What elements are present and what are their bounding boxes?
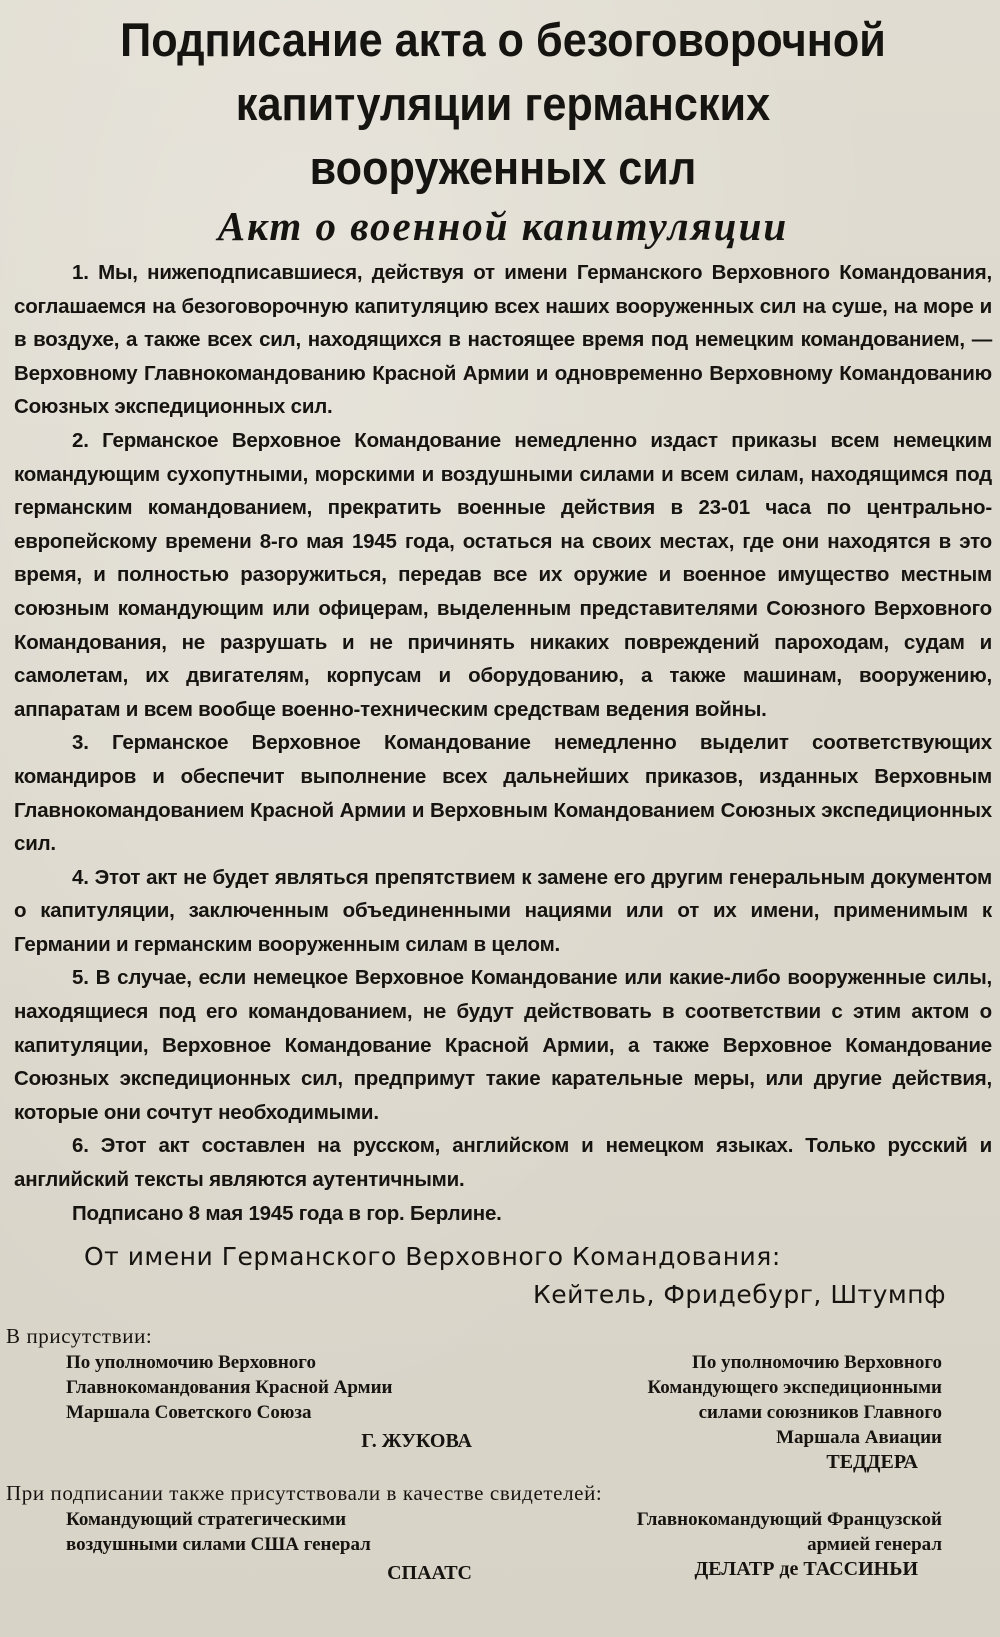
- witness-right-rank: Главнокомандующий Французской армией генерал: [636, 1509, 942, 1556]
- presence-left-rank: По уполномочию Верховного Главнокомандования Красной Армии Маршала Советского Союза: [66, 1352, 393, 1424]
- article-6: 6. Этот акт составлен на русском, английском и немецком языках. Только русский и английский тексты являются аутентичными.: [14, 1134, 992, 1192]
- article-1: 1. Мы, нижеподписавшиеся, действуя от имени Германского Верховного Командования, соглашаемся на безоговорочную капитуляцию всех наших вооруженных сил на суше, на море и в воздухе, а также всех сил, находящихся в настоящее время под немецким командованием, — Верховному Главнокомандованию Красной Армии и одновременно Верховному Командованию Союзных экспедиционных сил.: [14, 261, 992, 419]
- german-signatories: Кейтель, Фридебург, Штумпф: [532, 1280, 946, 1310]
- presence-right-name: ТЕДДЕРА: [826, 1451, 918, 1474]
- presence-left-name: Г. ЖУКОВА: [361, 1430, 472, 1453]
- witness-columns: [14, 1507, 992, 1586]
- witness-left-rank: Командующий стратегическими воздушными силами США генерал: [66, 1509, 371, 1556]
- witness-left: [66, 1507, 506, 1586]
- presence-right: [542, 1350, 942, 1475]
- witnesses-heading: При подписании также присутствовали в качестве свидетелей:: [6, 1481, 603, 1506]
- article-2: 2. Германское Верховное Командование немедленно издаст приказы всем немецким командующим сухопутными, морскими и воздушными силами и всем силам, находящимся под германским командованием, прекратить военные действия в 23-01 часа по центрально-европейскому времени 8-го мая 1945 года, остаться на своих местах, где они находятся в это время, и полностью разоружиться, передав все их оружие и военное имущество местным союзным командующим или офицерам, выделенным представителями Союзного Верховного Командования, не разрушать и не причинять никаких повреждений пароходам, судам и самолетам, их двигателям, корпусам и оборудованию, а также машинам, вооружению, аппаратам и всем вообще военно-техническим средствам ведения войны.: [14, 428, 992, 721]
- witness-left-name: СПААТС: [387, 1562, 472, 1585]
- witness-right: [542, 1507, 942, 1586]
- subheadline: Акт о военной капитуляции: [217, 203, 789, 249]
- article-4: 4. Этот акт не будет являться препятствием к замене его другим генеральным документом о капитуляции, заключенным объединенными нациями или от их имени, применимым к Германии и германским вооруженным силам в целом.: [14, 865, 992, 956]
- presence-heading: В присутствии:: [6, 1324, 153, 1349]
- headline: [53, 6, 953, 200]
- presence-left: [66, 1350, 506, 1475]
- german-command-heading: От имени Германского Верховного Командования:: [84, 1242, 781, 1272]
- signed-date: Подписано 8 мая 1945 года в гор. Берлине.: [72, 1201, 502, 1225]
- act-body: [14, 256, 992, 1230]
- headline-line: капитуляции германских: [235, 77, 771, 130]
- presence-right-rank: По уполномочию Верховного Командующего экспедиционными силами союзников Главного Маршала Авиации: [647, 1352, 942, 1449]
- article-5: 5. В случае, если немецкое Верховное Командование или какие-либо вооруженные силы, находящиеся под его командованием, не будут действовать в соответствии с этим актом о капитуляции, Верховное Командование Красной Армии, а также Верховное Командование Союзных экспедиционных сил, предпримут такие карательные меры, или другие действия, которые они сочтут необходимыми.: [14, 966, 992, 1124]
- presence-columns: [14, 1350, 992, 1475]
- headline-line: вооруженных сил: [309, 141, 697, 194]
- article-3: 3. Германское Верховное Командование немедленно выделит соответствующих командиров и обеспечит выполнение всех дальнейших приказов, изданных Верховным Главнокомандованием Красной Армии и Верховным Командованием Союзных экспедиционных сил.: [14, 731, 992, 856]
- headline-line: Подписание акта о безоговорочной: [120, 13, 886, 66]
- german-command-block: [14, 1238, 992, 1314]
- witness-right-name: ДЕЛАТР де ТАССИНЬИ: [694, 1558, 918, 1581]
